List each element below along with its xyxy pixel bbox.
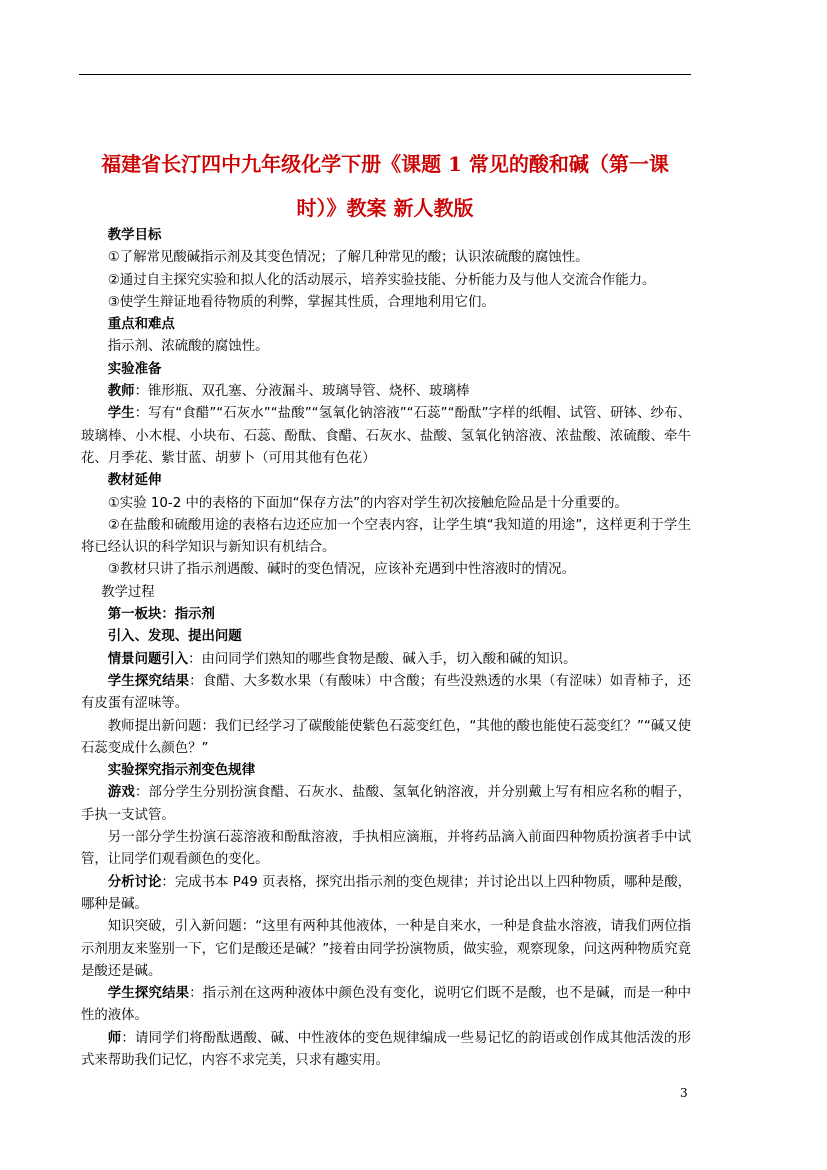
scene-intro: 情景问题引入：由问同学们熟知的哪些食物是酸、碱入手，切入酸和碱的知识。 bbox=[107, 651, 577, 667]
teacher-question: 教师提出新问题：我们已经学习了碳酸能使紫色石蕊变红色，“其他的酸也能使石蕊变红？”“碱又使石蕊变成什么颜色？” bbox=[81, 718, 692, 756]
document-body bbox=[81, 225, 691, 1072]
key-text: 指示剂、浓硫酸的腐蚀性。 bbox=[107, 339, 269, 355]
extension-item: ③教材只讲了指示剂遇酸、碱时的变色情况，应该补充遇到中性溶液时的情况。 bbox=[107, 562, 576, 578]
extension-item: ①实验 10-2 中的表格的下面加“保存方法”的内容对学生初次接触危险品是十分重要的。 bbox=[107, 495, 628, 511]
teacher-materials: 教师：锥形瓶、双孔塞、分液漏斗、玻璃导管、烧杯、玻璃棒 bbox=[107, 384, 470, 400]
game-description-2: 另一部分学生扮演石蕊溶液和酚酞溶液，手执相应滴瓶，并将药品滴入前面四种物质扮演者手中试管，让同学们观看颜色的变化。 bbox=[81, 830, 691, 868]
section-heading-key: 重点和难点 bbox=[107, 317, 175, 333]
sub-heading-intro: 引入、发现、提出问题 bbox=[107, 629, 242, 645]
page-number: 3 bbox=[680, 1086, 688, 1100]
knowledge-breakthrough: 知识突破，引入新问题：“这里有两种其他液体，一种是自来水，一种是食盐水溶液，请我们两位指示剂朋友来鉴别一下，它们是酸还是碱？”接着由同学扮演物质，做实验，观察现象，问这两种物质究竟是酸还是碱。 bbox=[81, 919, 691, 979]
section-heading-prep: 实验准备 bbox=[107, 361, 162, 377]
block-heading: 第一板块：指示剂 bbox=[107, 607, 215, 623]
header-rule bbox=[79, 74, 691, 75]
document-title-line1: 福建省长汀四中九年级化学下册《课题 1 常见的酸和碱（第一课 bbox=[101, 152, 669, 176]
document-title-line2: 时）》教案 新人教版 bbox=[296, 196, 474, 220]
analysis-discussion: 分析讨论：完成书本 P49 页表格，探究出指示剂的变色规律；并讨论出以上四种物质，哪种是酸，哪种是碱。 bbox=[81, 874, 692, 912]
goal-item: ③使学生辩证地看待物质的利弊，掌握其性质，合理地利用它们。 bbox=[107, 294, 495, 310]
game-description: 游戏：部分学生分别扮演食醋、石灰水、盐酸、氢氧化钠溶液，并分别戴上写有相应名称的帽子，手执一支试管。 bbox=[81, 785, 692, 823]
section-heading-process: 教学过程 bbox=[101, 584, 155, 600]
section-heading-goals: 教学目标 bbox=[107, 228, 162, 243]
goal-item: ②通过自主探究实验和拟人化的活动展示，培养实验技能、分析能力及与他人交流合作能力。 bbox=[107, 272, 656, 288]
extension-item: ②在盐酸和硫酸用途的表格右边还应加一个空表内容，让学生填“我知道的用途”，这样更利于学生将已经认识的科学知识与新知识有机结合。 bbox=[81, 517, 691, 556]
section-heading-extension: 教材延伸 bbox=[107, 473, 162, 489]
student-materials: 学生：写有“食醋”“石灰水”“盐酸”“氢氧化钠溶液”“石蕊”“酚酞”字样的纸帽、试管、研钵、纱布、玻璃棒、小木棍、小块布、石蕊、酚酞、食醋、石灰水、盐酸、氢氧化钠溶液、浓盐酸、浓硫酸、牵牛花、月季花、紫甘蓝、胡萝卜（可用其他有色花） bbox=[81, 406, 692, 466]
teacher-instruction: 师：请同学们将酚酞遇酸、碱、中性液体的变色规律编成一些易记忆的韵语或创作成其他活泼的形式来帮助我们记忆，内容不求完美，只求有趣实用。 bbox=[81, 1030, 692, 1068]
student-result-2: 学生探究结果：指示剂在这两种液体中颜色没有变化，说明它们既不是酸，也不是碱，而是一种中性的液体。 bbox=[81, 986, 692, 1024]
goal-item: ①了解常见酸碱指示剂及其变色情况；了解几种常见的酸；认识浓硫酸的腐蚀性。 bbox=[107, 250, 589, 266]
student-result: 学生探究结果：食醋、大多数水果（有酸味）中含酸；有些没熟透的水果（有涩味）如青柿子，还有皮蛋有涩味等。 bbox=[81, 673, 692, 712]
sub-heading-experiment: 实验探究指示剂变色规律 bbox=[107, 763, 256, 779]
